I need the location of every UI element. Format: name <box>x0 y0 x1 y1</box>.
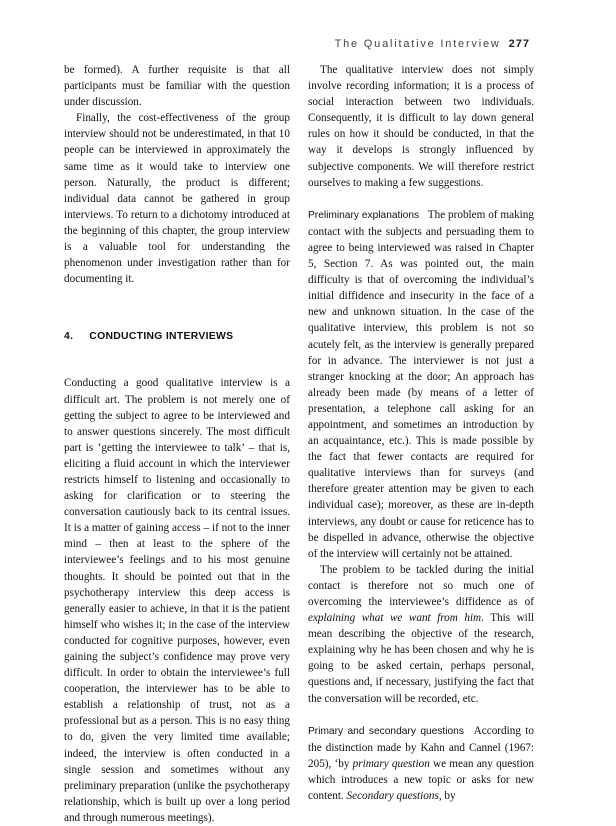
paragraph-text: The problem of making contact with the subjects and persuading them to agree to being interviewed was raised in Chapter 5, Section 7. As was pointed out, the main difficulty is that of overcoming the individual’s initial diffidence and insecurity in the face of a new and unknown situation. In the case of the qualitative interview, this problem is not so acutely felt, as the interview is generally prepared for in advance. The interviewer is not just a stranger knocking at the door; An approach has already been made (by means of a letter of presentation, a telephone call asking for an appointment, and sometimes an introduction by an acquaintance, etc.). This is made possible by the fact that fewer contacts are required for qualitative interviews than for surveys (and therefore greater attention may be given to each individual case); moreover, as these are in-depth interviews, any doubt or cause for reticence has to be dispelled in advance, otherwise the objective of the interview will certainly not be attained. <box>308 208 534 560</box>
page-number: 277 <box>508 38 530 50</box>
paragraph-text: The problem to be tackled during the initial contact is therefore not so much one of overcoming the interviewee’s diffidence as of <box>308 563 534 608</box>
paragraph-text: According to the distinction made by Kahn and Cannel (1967: 205), ‘by <box>308 724 534 770</box>
emphasis-text: explaining what we want from him <box>308 612 482 625</box>
paragraph <box>308 207 534 562</box>
paragraph <box>308 723 534 804</box>
paragraph: The qualitative interview does not simply involve recording information; it is a process of social interaction between two individuals. Consequently, it is difficult to lay down general rules on how it should be conducted, in that the way it develops is strongly influenced by subjective components. We will therefore restrict ourselves to making a few suggestions. <box>308 64 534 189</box>
running-title: The Qualitative Interview <box>334 38 501 50</box>
section-number: 4. <box>64 331 74 343</box>
paragraph-text: . This will mean describing the objective of the research, explaining why he has been chosen and why he is going to be asked certain, perhaps personal, questions and, if necessary, justifying the fact that the conversation will be recorded, etc. <box>308 612 534 705</box>
left-column <box>64 62 290 826</box>
right-column <box>308 62 534 804</box>
run-in-heading: Preliminary explanations <box>308 209 420 221</box>
paragraph-text: we mean any question which introduces a new topic or asks for new content. <box>308 757 534 803</box>
section-title: CONDUCTING INTERVIEWS <box>89 331 234 343</box>
paragraph-text: , by <box>438 790 456 803</box>
running-header <box>335 38 530 50</box>
paragraph <box>308 562 534 707</box>
emphasis-text: Secondary questions <box>346 790 439 803</box>
emphasis-text: primary question <box>352 757 430 770</box>
paragraph: Conducting a good qualitative interview is a difficult art. The problem is not merely one of getting the subject to agree to be interviewed and to answer questions sincerely. The most difficult part is ‘getting the interviewee to talk’ – that is, eliciting a fluid account in which the interviewer restricts himself to listening and occasionally to asking for clarification or to steering the conversation cautiously back to its central issues. It is a matter of gaining access – if not to the inner mind – then at least to the sphere of the interviewee’s feelings and to his most genuine thoughts. It should be pointed out that in the psychotherapy interview this deep access is generally easier to achieve, in that it is the patient himself who wishes it; in the case of the interview conducted for cognitive purposes, however, even gaining the subject’s confidence may prove very difficult. In order to obtain the interviewee’s full cooperation, the interviewer has to be able to establish a relationship of trust, not as a professional but as a person. This is no easy thing to do, given the very limited time available; indeed, the interview is often conducted in a single session and sometimes without any preliminary preparation (unlike the psychotherapy relationship, which is built up over a long period and through numerous meetings). <box>64 377 290 824</box>
paragraph: Finally, the cost-effectiveness of the group interview should not be underestimated, in that 10 people can be interviewed in approximately the same time as it would take to interview one person. Naturally, the product is different; individual data cannot be gathered in group interviews. To return to a dichotomy introduced at the beginning of this chapter, the group interview is a valuable tool for understanding the phenomenon under investigation rather than for documenting it. <box>64 112 290 286</box>
section-heading <box>64 329 290 345</box>
run-in-heading: Primary and secondary questions <box>308 725 464 737</box>
paragraph: be formed). A further requisite is that all participants must be familiar with the question under discussion. <box>64 64 290 109</box>
